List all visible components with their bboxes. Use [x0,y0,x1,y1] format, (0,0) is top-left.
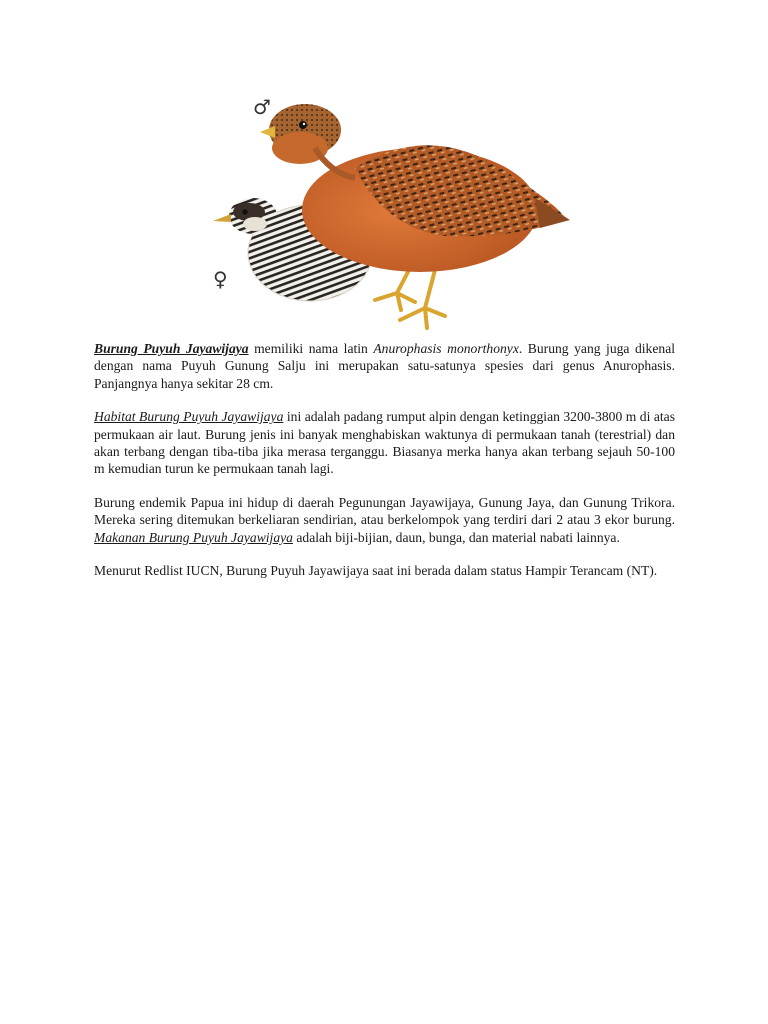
article-text [94,340,675,595]
paragraph-status [94,562,675,579]
status-text: Menurut Redlist IUCN, Burung Puyuh Jayawijaya saat ini berada dalam status Hampir Terancam (NT). [94,563,658,579]
quail-illustration [205,88,580,338]
female-symbol [213,267,228,291]
paragraph-distribution [94,494,675,546]
paragraph-habitat [94,408,675,478]
habitat-text: ini adalah padang rumput alpin dengan ketinggian 3200-3800 m di atas permukaan air laut. Burung jenis ini banyak menghabiskan waktunya di permukaan tanah (terestrial) dan akan terbang dengan tiba-tiba jika merasa terganggu. Biasanya merka hanya akan terbang sejauh 50-100 m kemudian turun ke permukaan tanah lagi. [94,409,675,477]
paragraph-intro [94,340,675,392]
male-symbol [253,95,271,119]
food-link[interactable]: Makanan Burung Puyuh Jayawijaya [94,529,293,545]
intro-text-2: . Burung yang juga dikenal dengan nama Puyuh Gunung Salju ini merupakan satu-satunya spesies dari genus Anurophasis. Panjangnya hanya sekitar 28 cm. [94,341,675,391]
distribution-text-2: adalah biji-bijian, daun, bunga, dan material nabati lainnya. [292,529,620,545]
distribution-text-1: Burung endemik Papua ini hidup di daerah Pegunungan Jayawijaya, Gunung Jaya, dan Gunung Trikora. Mereka sering ditemukan berkeliaran sendirian, atau berkelompok yang terdiri dari 2 atau 3 ekor burung. [94,494,675,528]
svg-text:♂: ♂ [253,95,271,119]
svg-text:♀: ♀ [213,267,228,291]
bird-name-link[interactable]: Burung Puyuh Jayawijaya [94,341,249,356]
intro-text-1: memiliki nama latin [248,341,374,356]
quail-pair-drawing [205,88,580,338]
latin-name: Anurophasis monorthonyx [373,341,519,356]
habitat-link[interactable]: Habitat Burung Puyuh Jayawijaya [94,409,284,425]
